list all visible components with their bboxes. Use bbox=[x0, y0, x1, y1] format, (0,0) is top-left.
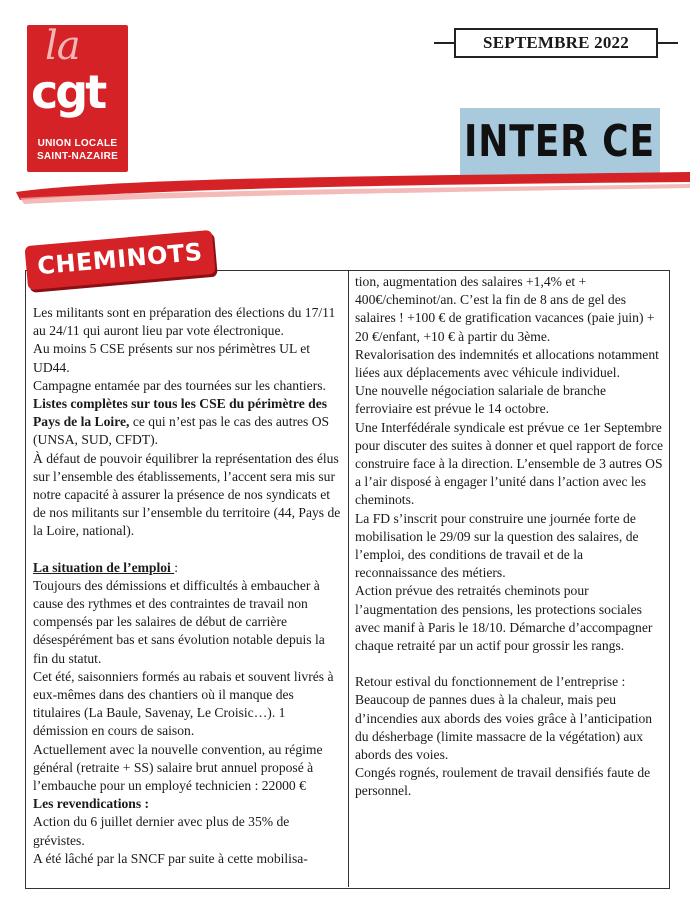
paragraph: tion, augmentation des salaires +1,4% et + 400€/cheminot/an. C’est la fin de 8 ans de gel des salaires ! +100 € de gratification vacances (paie juin) + 20 €/enfant, +10 € à partir du 3ème. bbox=[355, 274, 655, 344]
paragraph: À défaut de pouvoir équilibrer la représentation des élus sur l’ensemble des établissements, l’accent sera mis sur notre capacité à assurer la présence de nos syndicats et de nos militants sur l’ensemble du territoire (44, Pays de la Loire, national). bbox=[33, 450, 341, 539]
logo-union-locale: UNION LOCALE bbox=[37, 138, 118, 149]
text-run: ce qui n’est pas le cas des autres OS (UNSA, SUD, CFDT). bbox=[33, 414, 330, 448]
paragraph: Beaucoup de pannes dues à la chaleur, mais peu d’incendies aux abords des voies grâce à l’anticipation du désherbage (limite massacre de la végétation) aux abords des voies. bbox=[355, 692, 653, 763]
spacer bbox=[355, 655, 665, 673]
article-column-right bbox=[355, 273, 665, 801]
subheading-colon: : bbox=[174, 559, 179, 575]
bold-lead: Listes complètes sur tous les CSE du périmètre des Pays de la Loire, bbox=[33, 396, 328, 430]
subheading-emploi: La situation de l’emploi bbox=[33, 559, 175, 575]
paragraph: Revalorisation des indemnités et allocations notamment liées aux déplacements avec véhicule individuel. bbox=[355, 346, 659, 381]
paragraph: Les militants sont en préparation des élections du 17/11 au 24/11 qui auront lieu par vote électronique. bbox=[33, 305, 336, 339]
date-rule-right bbox=[658, 42, 678, 44]
paragraph: Campagne entamée par des tournées sur les chantiers. bbox=[33, 377, 326, 393]
paragraph: Action prévue des retraités cheminots pour l’augmentation des pensions, les protections sociales avec manif à Paris le 18/10. Démarche d’accompagner chaque retraité par un actif pour grossir les rangs. bbox=[355, 583, 653, 654]
paragraph: Actuellement avec la nouvelle convention, au régime général (retraite + SS) salaire brut annuel proposé à l’embauche pour un employé technicien : 22000 € bbox=[33, 741, 323, 794]
paragraph: Retour estival du fonctionnement de l’entreprise : bbox=[355, 674, 626, 690]
paragraph: Cet été, saisonniers formés au rabais et souvent livrés à eux-mêmes dans des chantiers où il manque des titulaires (La Baule, Savenay, Le Croisic…). 1 démission en cours de saison. bbox=[33, 668, 334, 739]
date-rule-left bbox=[434, 42, 454, 44]
article-column-left bbox=[33, 304, 343, 868]
subheading bbox=[33, 559, 343, 577]
paragraph: A été lâché par la SNCF par suite à cette mobilisa- bbox=[33, 850, 308, 866]
subheading-revendications: Les revendications : bbox=[33, 796, 150, 812]
cgt-logo bbox=[27, 25, 128, 172]
column-divider bbox=[348, 270, 349, 887]
paragraph: Une Interfédérale syndicale est prévue ce 1er Septembre pour discuter des suites à donner et quel rapport de force construire face à la direction. L’ensemble de 3 autres OS a l’air disposé à engager l’unité dans l’action avec les cheminots. bbox=[355, 419, 664, 508]
paragraph bbox=[33, 395, 343, 450]
newsletter-title: INTER CE bbox=[464, 116, 655, 167]
paragraph: Au moins 5 CSE présents sur nos périmètres UL et UD44. bbox=[33, 341, 310, 375]
paragraph: La FD s’inscrit pour construire une journée forte de mobilisation le 29/09 sur la question des salaires, de l’emploi, des conditions de travail et de la reconnaissance des métiers. bbox=[355, 510, 639, 581]
section-badge-label: CHEMINOTS bbox=[36, 237, 204, 281]
issue-date: SEPTEMBRE 2022 bbox=[454, 28, 658, 58]
logo-cgt-text: cgt bbox=[31, 65, 105, 119]
spacer bbox=[33, 541, 343, 559]
paragraph: Congés rognés, roulement de travail densifiés faute de personnel. bbox=[355, 765, 651, 799]
logo-saint-nazaire: SAINT-NAZAIRE bbox=[36, 151, 119, 162]
paragraph: Action du 6 juillet dernier avec plus de 35% de grévistes. bbox=[33, 814, 290, 848]
logo-la-text: la bbox=[45, 25, 80, 69]
header-swoosh bbox=[14, 170, 694, 204]
paragraph: Toujours des démissions et difficultés à embaucher à cause des rythmes et des contraintes de travail non compensés par les salaires de début de carrière désespérément bas et sans évolution notable depuis la fin du statut. bbox=[33, 577, 325, 666]
paragraph: Une nouvelle négociation salariale de branche ferroviaire est prévue le 14 octobre. bbox=[355, 383, 606, 417]
